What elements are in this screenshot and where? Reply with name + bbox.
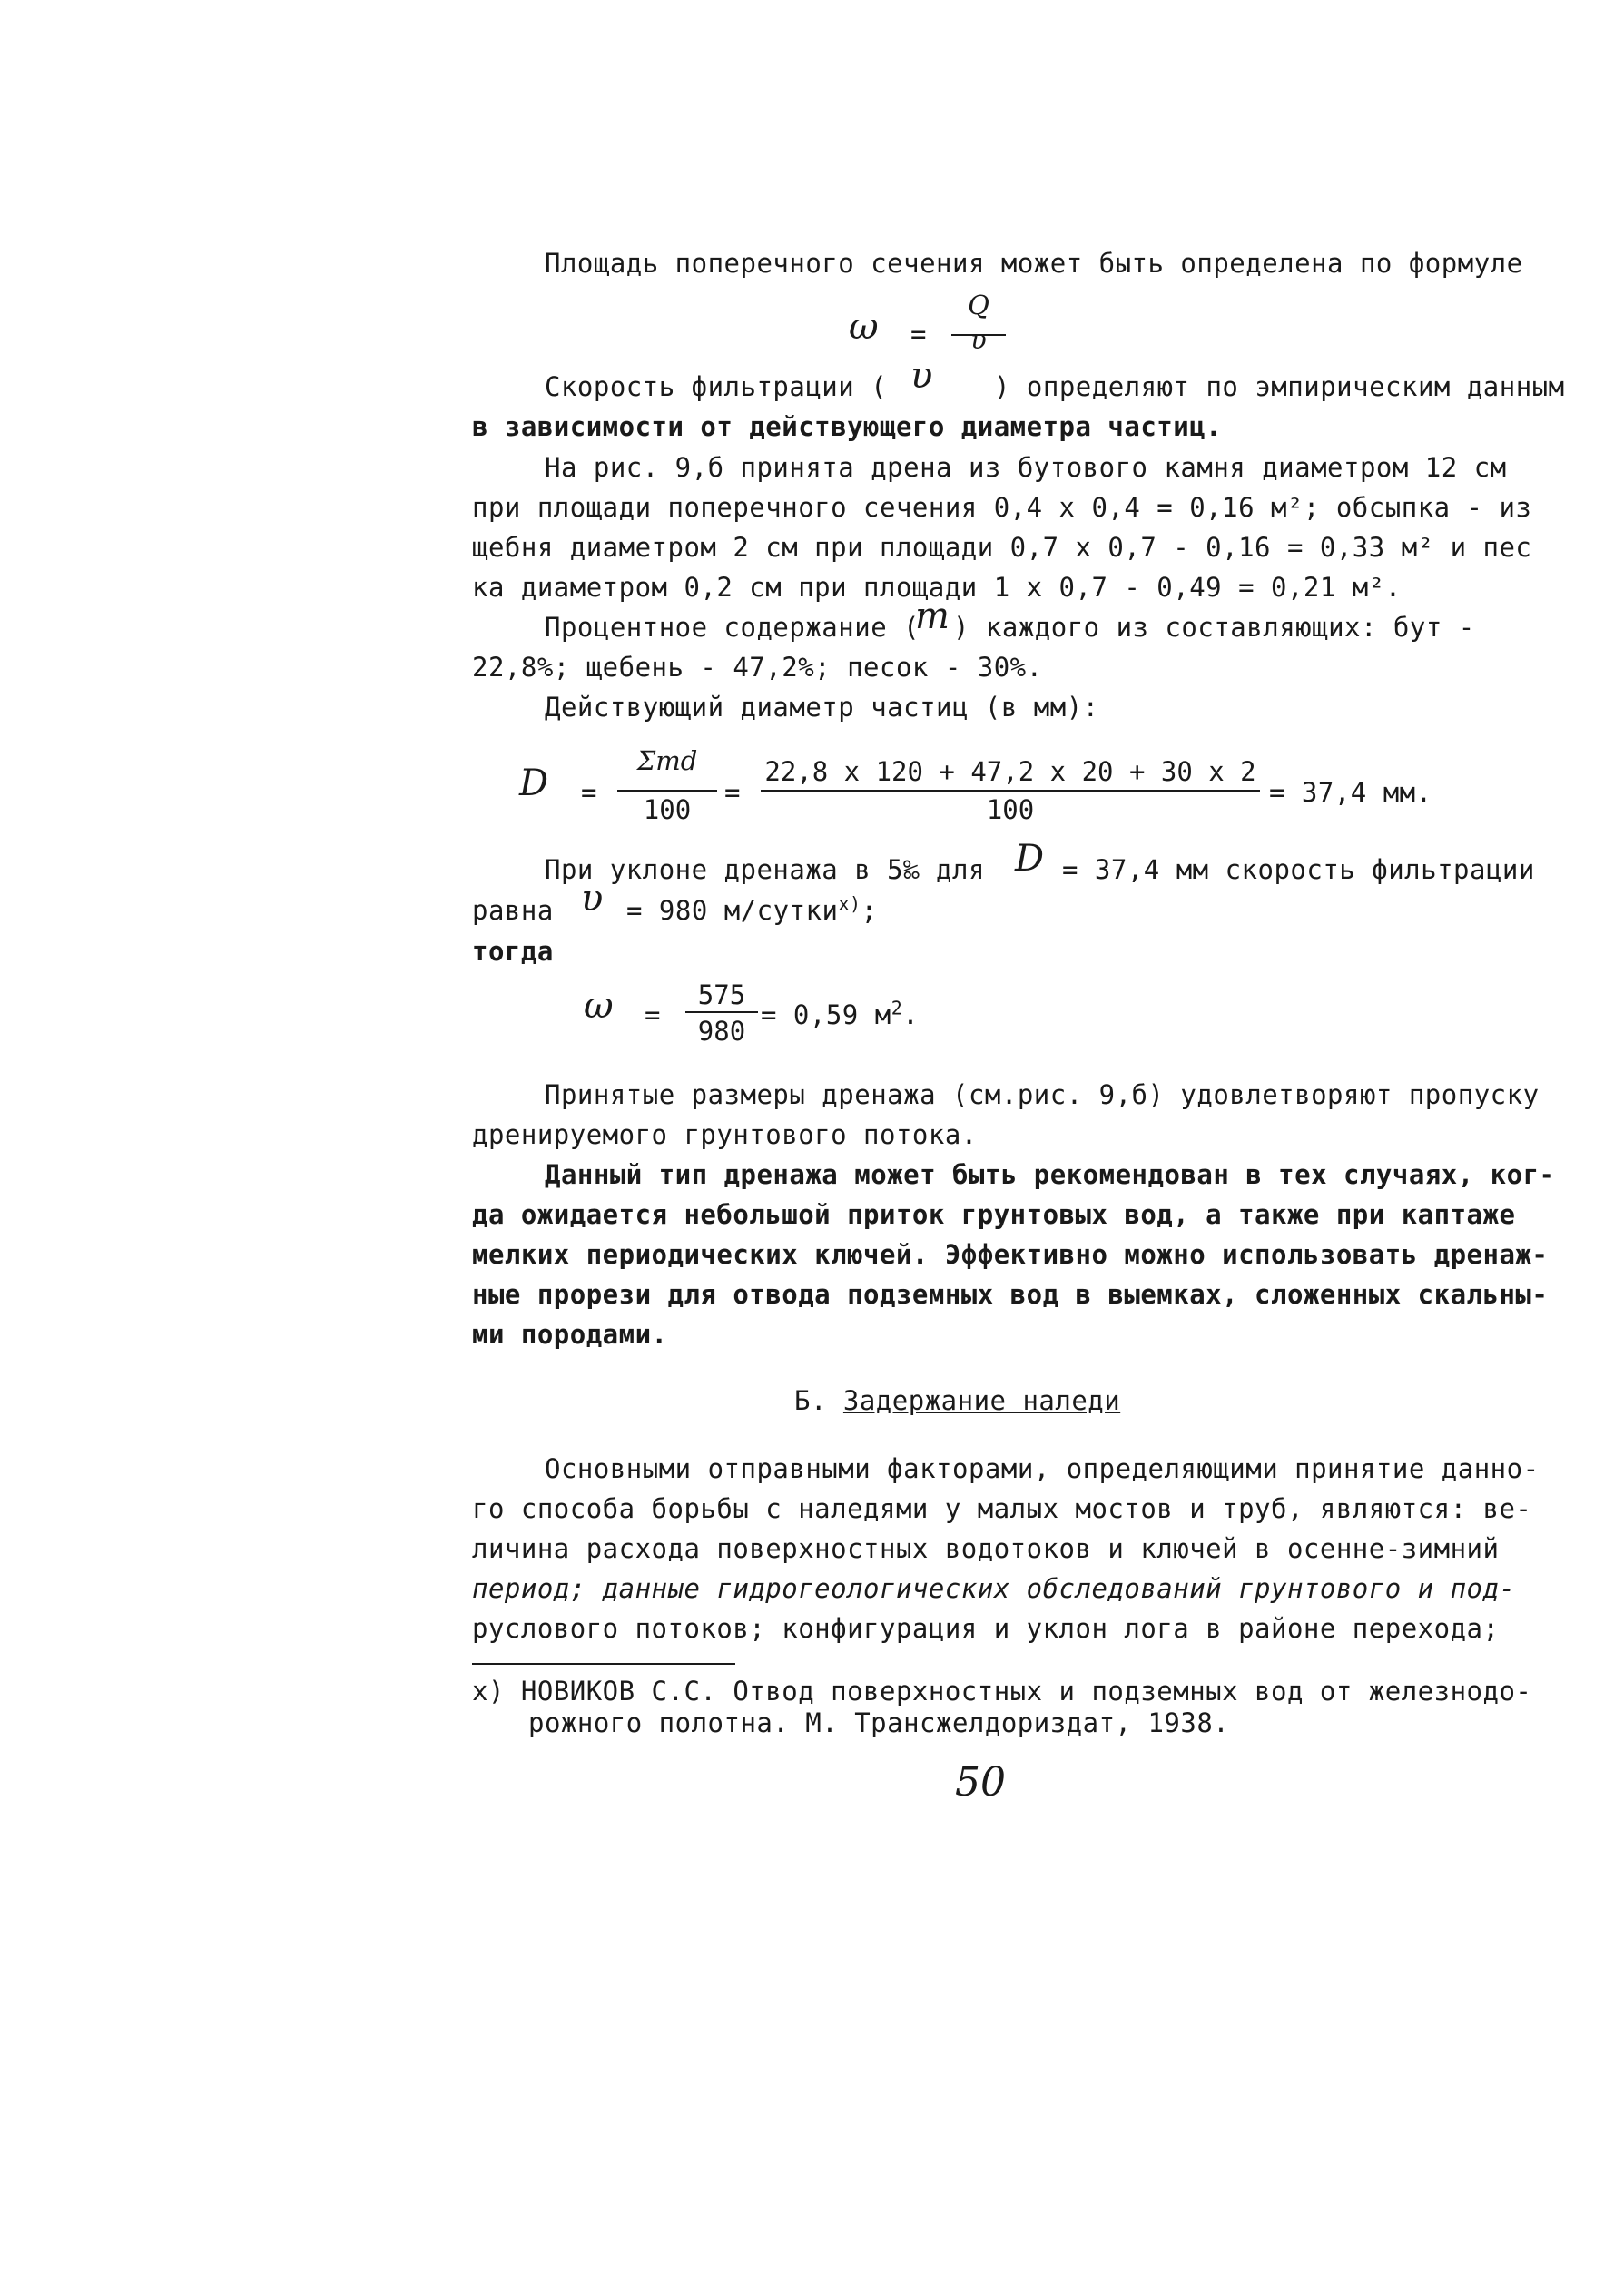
text-line: ми породами. <box>472 1319 668 1350</box>
text-line: = 37,4 мм скорость фильтрации <box>1062 854 1535 885</box>
page-number: 50 <box>955 1759 1006 1806</box>
text-line: Скорость фильтрации ( <box>545 371 888 402</box>
denominator: 100 <box>643 794 692 825</box>
text-line: дренируемого грунтового потока. <box>472 1119 978 1150</box>
formula-result: = 37,4 мм. <box>1269 777 1432 808</box>
text-line: при площади поперечного сечения 0,4 х 0,4 = 0,16 м²; обсыпка - из <box>472 492 1532 523</box>
text-line: да ожидается небольшой приток грунтовых вод, а также при каптаже <box>472 1199 1516 1230</box>
text-line: равна <box>472 895 554 926</box>
text-line: Действующий диаметр частиц (в мм): <box>545 692 1099 723</box>
text-line: = 980 м/сутки$^{x)}$; <box>626 892 878 926</box>
footnote-line: рожного полотна. М. Трансжелдориздат, 1938. <box>528 1707 1230 1738</box>
formula-omega-symbol: ω <box>849 306 880 348</box>
text-line: ) определяют по эмпирическим данным <box>994 371 1565 402</box>
text-line: Процентное содержание ( <box>545 612 920 643</box>
formula-numerator: Q <box>968 290 989 320</box>
text-line: руслового потоков; конфигурация и уклон лога в районе перехода; <box>472 1613 1500 1644</box>
footnote-separator <box>472 1663 735 1665</box>
sum-numerator: Σmd <box>636 745 698 776</box>
text-line: 22,8%; щебень - 47,2%; песок - 30%. <box>472 652 1043 683</box>
text-line: ) каждого из составляющих: бут - <box>953 612 1475 643</box>
text-line: При уклоне дренажа в 5‰ для <box>545 854 985 885</box>
text-line: период; данные гидрогеологических обследований грунтового и под- <box>472 1573 1516 1604</box>
denominator: 100 <box>986 794 1035 825</box>
velocity-symbol: υ <box>581 878 604 920</box>
formula-equals: = <box>724 777 741 808</box>
formula-equals: = <box>910 319 927 349</box>
numerator: 575 <box>697 979 746 1010</box>
denominator: 980 <box>697 1016 746 1047</box>
text-line: Площадь поперечного сечения может быть определена по формуле <box>545 248 1523 279</box>
formula-omega-symbol: ω <box>584 985 615 1027</box>
text-line: На рис. 9,б принята дрена из бутового камня диаметром 12 см <box>545 452 1507 483</box>
text-line: мелких периодических ключей. Эффективно можно использовать дренаж- <box>472 1239 1549 1270</box>
diameter-symbol: D <box>1015 838 1045 880</box>
expanded-numerator: 22,8 х 120 + 47,2 х 20 + 30 х 2 <box>764 756 1256 787</box>
text-line: в зависимости от действующего диаметра частиц. <box>472 411 1223 442</box>
text-line: Основными отправными факторами, определяющими принятие данно- <box>545 1453 1540 1484</box>
m-symbol: m <box>915 595 950 637</box>
text-line: ка диаметром 0,2 см при площади 1 х 0,7 - 0,49 = 0,21 м². <box>472 572 1402 603</box>
formula-equals: = <box>645 999 661 1030</box>
footnote-line: x) НОВИКОВ С.С. Отвод поверхностных и подземных вод от железнодо- <box>472 1676 1532 1707</box>
text-line: тогда <box>472 936 554 967</box>
section-heading: Б. Задержание наледи <box>794 1385 1121 1416</box>
formula-denominator: υ <box>970 324 987 355</box>
fraction-bar <box>617 790 717 792</box>
formula-equals: = <box>581 777 597 808</box>
text-line: ные прорези для отвода подземных вод в выемках, сложенных скальны- <box>472 1279 1549 1310</box>
text-line: Принятые размеры дренажа (см.рис. 9,б) удовлетворяют пропуску <box>545 1079 1540 1110</box>
fraction-bar <box>761 790 1260 792</box>
velocity-symbol: υ <box>910 355 933 397</box>
diameter-symbol: D <box>519 763 549 804</box>
formula-result: = 0,59 $м^2$. <box>761 997 920 1030</box>
text-line: го способа борьбы с наледями у малых мостов и труб, являются: ве- <box>472 1493 1532 1524</box>
text-line: личина расхода поверхностных водотоков и ключей в осенне-зимний <box>472 1533 1500 1564</box>
text-line: Данный тип дренажа может быть рекомендован в тех случаях, ког- <box>545 1159 1556 1190</box>
text-line: щебня диаметром 2 см при площади 0,7 х 0,7 - 0,16 = 0,33 м² и пес <box>472 532 1532 563</box>
fraction-bar <box>685 1011 758 1013</box>
